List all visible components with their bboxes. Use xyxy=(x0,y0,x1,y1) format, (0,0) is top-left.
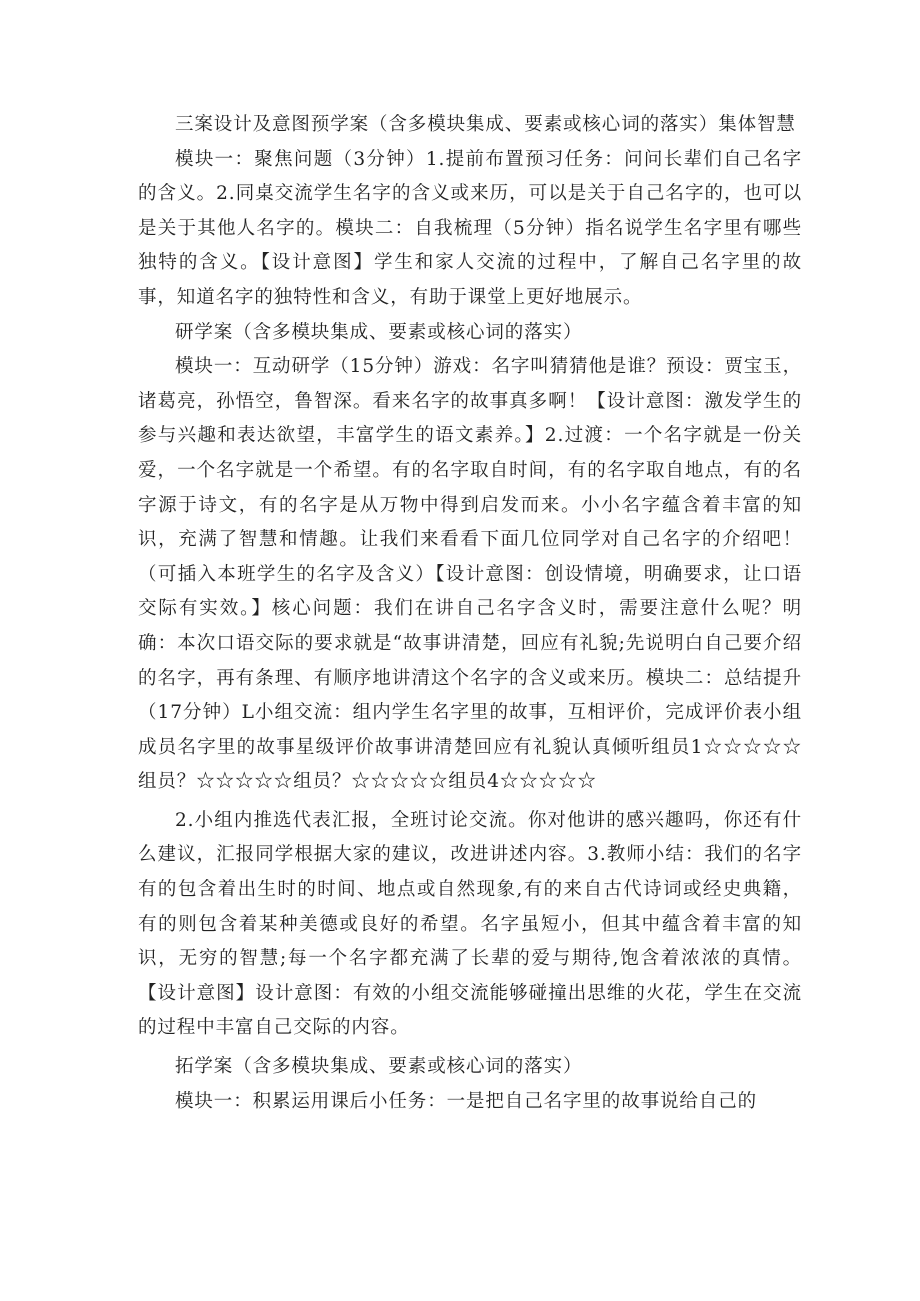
paragraph-pre-study-modules: 模块一：聚焦问题（3分钟）1.提前布置预习任务：问问长辈们自己名字的含义。2.同桌交流学生名字的含义或来历，可以是关于自己名字的，也可以是关于其他人名字的。模块二：自我梳理（5分钟）指名说学生名字里有哪些独特的含义。【设计意图】学生和家人交流的过程中，了解自己名字里的故事，知道名字的独特性和含义，有助于课堂上更好地展示。 xyxy=(138,148,802,308)
heading-extension-plan: 拓学案（含多模块集成、要素或核心词的落实） xyxy=(175,1056,583,1078)
paragraph-extension-module: 模块一：积累运用课后小任务：一是把自己名字里的故事说给自己的 xyxy=(175,1090,758,1112)
heading-pre-study-plan: 三案设计及意图预学案（含多模块集成、要素或核心词的落实）集体智慧 xyxy=(175,114,796,135)
paragraph-group-report: 2.小组内推选代表汇报，全班讨论交流。你对他讲的感兴趣吗，你还有什么建议，汇报同学根据大家的建议，改进讲述内容。3.教师小结：我们的名字有的包含着出生时的时间、地点或自然现象,有的来自古代诗词或经史典籍，有的则包含着某种美德或良好的希望。名字虽短小，但其中蕴含着丰富的知识，无穷的智慧;每一个名字都充满了长辈的爱与期待,饱含着浓浓的真情。【设计意图】设计意图：有效的小组交流能够碰撞出思维的火花，学生在交流的过程中丰富自己交际的内容。 xyxy=(138,809,802,1039)
document-page xyxy=(138,108,802,1119)
paragraph-research-modules: 模块一：互动研学（15分钟）游戏：名字叫猜猜他是谁？预设：贾宝玉，诸葛亮，孙悟空，鲁智深。看来名字的故事真多啊！【设计意图：激发学生的参与兴趣和表达欲望，丰富学生的语文素养。】2.过渡：一个名字就是一份关爱，一个名字就是一个希望。有的名字取自时间，有的名字取自地点，有的名字源于诗文，有的名字是从万物中得到启发而来。小小名字蕴含着丰富的知识，充满了智慧和情趣。让我们来看看下面几位同学对自己名字的介绍吧！（可插入本班学生的名字及含义）【设计意图：创设情境，明确要求，让口语交际有实效。】核心问题：我们在讲自己名字含义时，需要注意什么呢？明确：本次口语交际的要求就是“故事讲清楚，回应有礼貌;先说明白自己要介绍的名字，再有条理、有顺序地讲清这个名字的含义或来历。模块二：总结提升（17分钟）L小组交流：组内学生名字里的故事，互相评价，完成评价表小组成员名字里的故事星级评价故事讲清楚回应有礼貌认真倾听组员1☆☆☆☆☆组员？☆☆☆☆☆组员？☆☆☆☆☆组员4☆☆☆☆☆ xyxy=(138,356,802,793)
heading-research-plan: 研学案（含多模块集成、要素或核心词的落实） xyxy=(175,321,583,343)
